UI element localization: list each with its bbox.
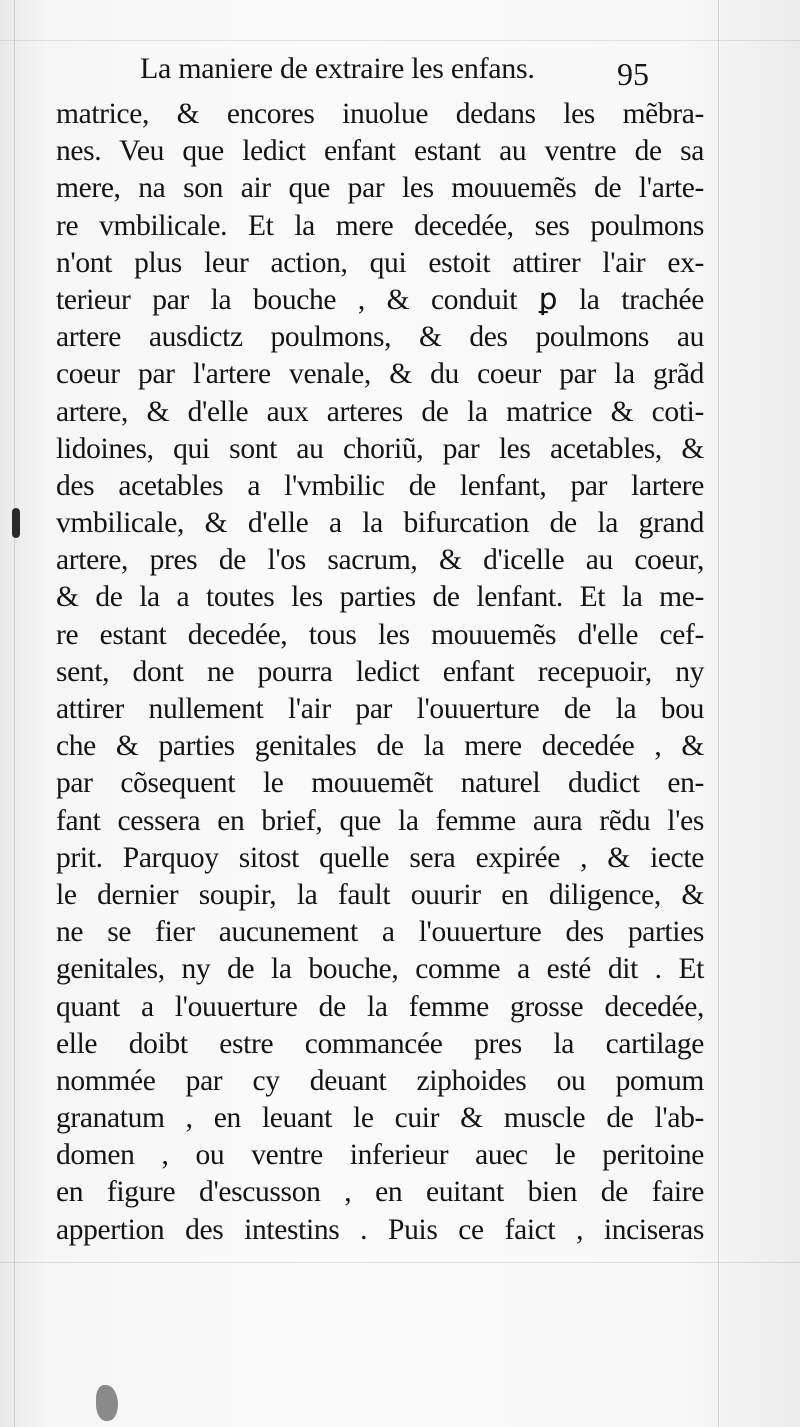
page-crease-bottom: [0, 1262, 800, 1263]
text-line: nes. Veu que ledict enfant estant au ventre de sa: [56, 135, 704, 168]
page-number: 95: [617, 56, 649, 92]
ink-stain-mark: [12, 508, 20, 538]
text-line: n'ont plus leur action, qui estoit attirer l'air ex-: [56, 246, 704, 279]
text-line: le dernier soupir, la fault ouurir en diligence, &: [56, 878, 704, 911]
running-title: La maniere de extraire les enfans.: [140, 52, 535, 85]
text-line: terieur par la bouche , & conduit ꝑ la trachée: [56, 283, 704, 316]
text-line: quant a l'ouuerture de la femme grosse decedée,: [56, 990, 704, 1023]
page-header: [0, 44, 800, 96]
paper-damage-mark: [96, 1385, 118, 1421]
page-fold-line: [718, 0, 719, 1427]
text-line: artere, pres de l'os sacrum, & d'icelle au coeur,: [56, 544, 704, 577]
text-line: mere, na son air que par les mouuemẽs de l'arte-: [56, 172, 704, 205]
text-line: fant cessera en brief, que la femme aura rẽdu l'es: [56, 804, 704, 837]
text-line: genitales, ny de la bouche, comme a esté dit . Et: [56, 953, 704, 986]
text-line: attirer nullement l'air par l'ouuerture de la bou: [56, 693, 704, 725]
text-line: granatum , en leuant le cuir & muscle de l'ab-: [56, 1102, 704, 1135]
text-line: & de la a toutes les parties de lenfant. Et la me-: [56, 581, 704, 614]
text-line: elle doibt estre commancée pres la cartilage: [56, 1027, 704, 1060]
text-line: artere ausdictz poulmons, & des poulmons au: [56, 321, 704, 354]
text-line: coeur par l'artere venale, & du coeur par la grãd: [56, 358, 704, 391]
text-line: che & parties genitales de la mere decedée , &: [56, 730, 704, 763]
text-line: ne se fier aucunement a l'ouuerture des parties: [56, 916, 704, 949]
text-line: matrice, & encores inuolue dedans les mẽbra-: [56, 98, 704, 130]
text-line: artere, & d'elle aux arteres de la matrice & coti-: [56, 395, 704, 428]
text-line: re vmbilicale. Et la mere decedée, ses poulmons: [56, 209, 704, 242]
text-line: re estant decedée, tous les mouuemẽs d'elle cef-: [56, 618, 704, 651]
body-text: [56, 96, 704, 1249]
text-line: nommée par cy deuant ziphoides ou pomum: [56, 1064, 704, 1097]
text-line: domen , ou ventre inferieur auec le peritoine: [56, 1139, 704, 1172]
text-line: vmbilicale, & d'elle a la bifurcation de la grand: [56, 507, 704, 540]
text-line: prit. Parquoy sitost quelle sera expirée , & iecte: [56, 841, 704, 874]
text-line: par cõsequent le mouuemẽt naturel dudict en-: [56, 767, 704, 800]
page-edge-line: [14, 0, 15, 1427]
text-line: lidoines, qui sont au choriũ, par les acetables, &: [56, 432, 704, 465]
text-line: appertion des intestins . Puis ce faict , inciseras: [56, 1213, 704, 1246]
page-crease-top: [0, 40, 800, 41]
text-line: en figure d'escusson , en euitant bien de faire: [56, 1176, 704, 1209]
text-line: des acetables a l'vmbilic de lenfant, par lartere: [56, 469, 704, 502]
text-line: sent, dont ne pourra ledict enfant recepuoir, ny: [56, 655, 704, 688]
